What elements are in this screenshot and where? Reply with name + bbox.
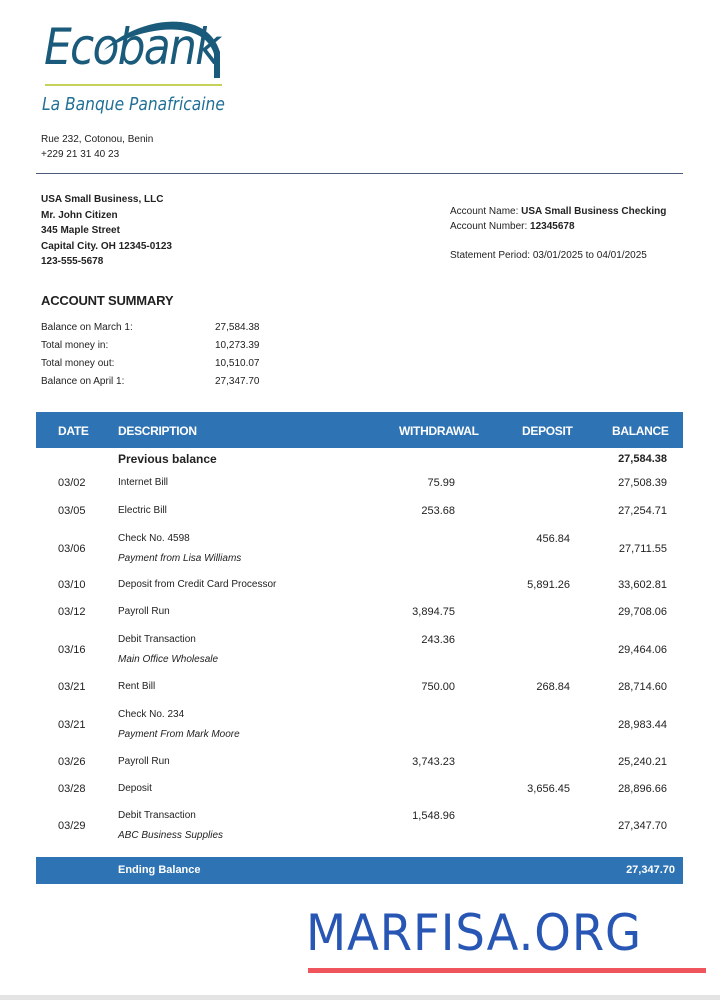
row-balance: 27,711.55 bbox=[618, 543, 667, 555]
page-bottom-border bbox=[0, 995, 720, 1000]
period-value: 03/01/2025 to 04/01/2025 bbox=[532, 250, 647, 261]
row-withdrawal: 3,894.75 bbox=[412, 606, 455, 618]
statement-period bbox=[450, 250, 647, 261]
row-description-detail: ABC Business Supplies bbox=[118, 830, 224, 841]
header-divider bbox=[36, 173, 683, 174]
account-name-label: Account Name: bbox=[450, 206, 519, 217]
watermark-underline bbox=[308, 968, 706, 973]
summary-value: 27,584.38 bbox=[215, 322, 260, 333]
customer-block bbox=[41, 192, 172, 270]
previous-balance: 27,584.38 bbox=[618, 453, 667, 465]
summary-row bbox=[41, 322, 265, 340]
row-balance: 27,347.70 bbox=[618, 820, 667, 832]
ending-label: Ending Balance bbox=[118, 864, 201, 876]
bank-phone: +229 21 31 40 23 bbox=[41, 149, 120, 160]
bank-tagline: La Banque Panafricaine bbox=[42, 94, 225, 115]
summary-title: ACCOUNT SUMMARY bbox=[41, 293, 174, 308]
account-number-value: 12345678 bbox=[530, 221, 575, 232]
bank-address: Rue 232, Cotonou, Benin bbox=[41, 134, 154, 145]
summary-label: Total money out: bbox=[41, 358, 115, 369]
row-deposit: 3,656.45 bbox=[527, 783, 570, 795]
bank-logo: Ecobank bbox=[44, 18, 219, 76]
account-name-value: USA Small Business Checking bbox=[521, 206, 667, 217]
row-description: Deposit from Credit Card Processor bbox=[118, 579, 277, 590]
row-balance: 29,464.06 bbox=[618, 644, 667, 656]
row-balance: 27,508.39 bbox=[618, 477, 667, 489]
account-number-label: Account Number: bbox=[450, 221, 528, 232]
summary-row bbox=[41, 376, 265, 394]
row-description-detail: Main Office Wholesale bbox=[118, 654, 219, 665]
summary-row bbox=[41, 340, 265, 358]
row-description: Debit Transaction bbox=[118, 810, 196, 821]
customer-city: Capital City. OH 12345-0123 bbox=[41, 240, 172, 252]
summary-label: Total money in: bbox=[41, 340, 109, 351]
row-withdrawal: 3,743.23 bbox=[412, 756, 455, 768]
col-deposit: DEPOSIT bbox=[522, 424, 573, 438]
row-balance: 33,602.81 bbox=[618, 579, 667, 591]
customer-company: USA Small Business, LLC bbox=[41, 194, 164, 205]
row-balance: 28,896.66 bbox=[618, 783, 667, 795]
account-info bbox=[450, 204, 666, 234]
row-description: Check No. 234 bbox=[118, 709, 185, 720]
row-date: 03/06 bbox=[58, 543, 86, 555]
row-description: Deposit bbox=[118, 783, 152, 794]
row-description-detail: Payment from Lisa Williams bbox=[118, 553, 242, 564]
bank-address-block bbox=[41, 132, 153, 162]
row-date: 03/21 bbox=[58, 681, 86, 693]
row-balance: 29,708.06 bbox=[618, 606, 667, 618]
row-date: 03/21 bbox=[58, 719, 86, 731]
summary-value: 10,510.07 bbox=[215, 358, 260, 369]
row-date: 03/16 bbox=[58, 644, 86, 656]
row-deposit: 5,891.26 bbox=[527, 579, 570, 591]
row-description: Check No. 4598 bbox=[118, 533, 190, 544]
row-withdrawal: 253.68 bbox=[421, 505, 455, 517]
customer-phone: 123-555-5678 bbox=[41, 256, 104, 267]
row-date: 03/02 bbox=[58, 477, 86, 489]
row-date: 03/26 bbox=[58, 756, 86, 768]
watermark: MARFISA.ORG bbox=[306, 904, 643, 962]
period-label: Statement Period: bbox=[450, 250, 531, 261]
transactions-header bbox=[36, 412, 683, 448]
account-summary bbox=[41, 322, 265, 394]
logo-underline bbox=[45, 84, 222, 86]
row-date: 03/05 bbox=[58, 505, 86, 517]
ending-balance-row bbox=[36, 857, 683, 884]
row-date: 03/29 bbox=[58, 820, 86, 832]
row-description: Internet Bill bbox=[118, 477, 169, 488]
row-balance: 27,254.71 bbox=[618, 505, 667, 517]
col-date: DATE bbox=[58, 424, 89, 438]
row-date: 03/10 bbox=[58, 579, 86, 591]
row-description-detail: Payment From Mark Moore bbox=[118, 729, 240, 740]
row-description: Rent Bill bbox=[118, 681, 156, 692]
col-description: DESCRIPTION bbox=[118, 424, 197, 438]
row-description: Payroll Run bbox=[118, 606, 170, 617]
row-deposit: 456.84 bbox=[536, 533, 570, 545]
ending-balance: 27,347.70 bbox=[626, 864, 675, 876]
row-description: Electric Bill bbox=[118, 505, 167, 516]
summary-row bbox=[41, 358, 265, 376]
previous-label: Previous balance bbox=[118, 452, 217, 466]
summary-label: Balance on March 1: bbox=[41, 322, 133, 333]
row-description: Debit Transaction bbox=[118, 634, 196, 645]
row-withdrawal: 243.36 bbox=[421, 634, 455, 646]
customer-contact: Mr. John Citizen bbox=[41, 209, 118, 221]
summary-value: 27,347.70 bbox=[215, 376, 260, 387]
row-date: 03/28 bbox=[58, 783, 86, 795]
summary-value: 10,273.39 bbox=[215, 340, 260, 351]
col-withdrawal: WITHDRAWAL bbox=[399, 424, 479, 438]
row-withdrawal: 75.99 bbox=[427, 477, 455, 489]
row-date: 03/12 bbox=[58, 606, 86, 618]
row-withdrawal: 750.00 bbox=[421, 681, 455, 693]
customer-street: 345 Maple Street bbox=[41, 225, 120, 236]
row-balance: 28,714.60 bbox=[618, 681, 667, 693]
row-description: Payroll Run bbox=[118, 756, 170, 767]
col-balance: BALANCE bbox=[612, 424, 669, 438]
row-deposit: 268.84 bbox=[536, 681, 570, 693]
row-balance: 28,983.44 bbox=[618, 719, 667, 731]
row-balance: 25,240.21 bbox=[618, 756, 667, 768]
summary-label: Balance on April 1: bbox=[41, 376, 125, 387]
row-withdrawal: 1,548.96 bbox=[412, 810, 455, 822]
